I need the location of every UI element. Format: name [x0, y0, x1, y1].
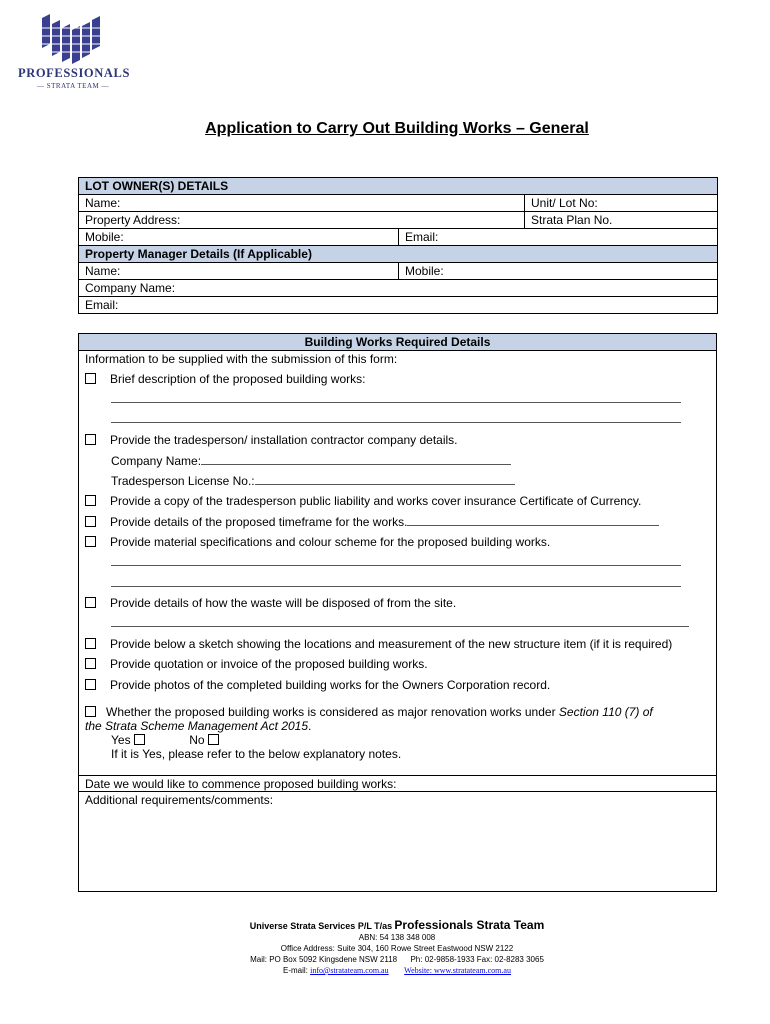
owner-details-header: LOT OWNER(S) DETAILS [79, 178, 718, 195]
pm-mobile-field[interactable]: Mobile: [399, 263, 718, 280]
answer-line[interactable] [111, 626, 689, 627]
list-item: Brief description of the proposed building works: [85, 372, 365, 386]
list-item: Provide below a sketch showing the locations and measurement of the new structure item (if it is required) [85, 637, 672, 651]
footer-mail: Mail: PO Box 5092 Kingsdene NSW 2118 [250, 955, 398, 964]
checkbox-icon[interactable] [85, 597, 96, 608]
checkbox-icon[interactable] [85, 516, 96, 527]
owner-name-field[interactable]: Name: [79, 195, 525, 212]
building-works-table [78, 333, 717, 367]
footer [0, 920, 770, 976]
answer-line[interactable] [111, 565, 681, 566]
contractor-company-name: Company Name: [111, 454, 511, 468]
timeframe-line[interactable] [407, 515, 659, 526]
footer-email-link[interactable]: info@stratateam.com.au [310, 966, 389, 975]
renovation-question: Whether the proposed building works is considered as major renovation works under Section 110 (7) of [85, 705, 653, 719]
list-item: Provide quotation or invoice of the proposed building works. [85, 657, 428, 671]
list-item: Provide photos of the completed building works for the Owners Corporation record. [85, 678, 550, 692]
checkbox-icon[interactable] [85, 658, 96, 669]
pm-name-field[interactable]: Name: [79, 263, 399, 280]
list-item: Provide details of the proposed timeframe for the works. [85, 515, 659, 529]
yes-option[interactable]: Yes [111, 733, 145, 747]
strata-plan-field[interactable]: Strata Plan No. [525, 212, 718, 229]
answer-line[interactable] [111, 402, 681, 403]
company-name-line[interactable] [201, 454, 511, 465]
list-item: Provide details of how the waste will be disposed of from the site. [85, 596, 456, 610]
footer-email-label: E-mail: [283, 966, 308, 975]
property-address-field[interactable]: Property Address: [79, 212, 525, 229]
brand-name: PROFESSIONALS [18, 66, 130, 80]
yes-no-options [111, 733, 219, 747]
property-manager-header: Property Manager Details (If Applicable) [79, 246, 718, 263]
checkbox-icon[interactable] [85, 679, 96, 690]
owner-details-table [78, 177, 718, 314]
license-line[interactable] [255, 474, 515, 485]
company-name-field[interactable]: Company Name: [79, 280, 718, 297]
no-option[interactable]: No [189, 733, 218, 747]
footer-phone: Ph: 02-9858-1933 Fax: 02-8283 3065 [410, 955, 544, 964]
list-item: Provide material specifications and colour scheme for the proposed building works. [85, 535, 550, 549]
footer-office: Office Address: Suite 304, 160 Rowe Street Eastwood NSW 2122 [280, 944, 514, 953]
logo-mark-icon [40, 14, 106, 64]
checkbox-icon[interactable] [85, 706, 96, 717]
company-logo [18, 14, 128, 94]
comments-field[interactable]: Additional requirements/comments: [78, 791, 717, 892]
answer-line[interactable] [111, 422, 681, 423]
checkbox-icon[interactable] [85, 434, 96, 445]
footer-company-prefix: Universe Strata Services P/L T/as [249, 921, 393, 931]
checkbox-icon[interactable] [85, 638, 96, 649]
building-works-header: Building Works Required Details [79, 334, 717, 351]
act-reference: the Strata Scheme Management Act 2015. [85, 719, 312, 733]
no-checkbox-icon[interactable] [208, 734, 219, 745]
checkbox-icon[interactable] [85, 373, 96, 384]
checkbox-icon[interactable] [85, 536, 96, 547]
works-intro: Information to be supplied with the submission of this form: [79, 351, 717, 368]
footer-company-name: Professionals Strata Team [394, 918, 545, 932]
footer-website-link[interactable]: Website: www.stratateam.com.au [404, 966, 511, 975]
commence-date-field[interactable]: Date we would like to commence proposed building works: [78, 775, 717, 792]
owner-mobile-field[interactable]: Mobile: [79, 229, 399, 246]
checkbox-icon[interactable] [85, 495, 96, 506]
list-item: Provide the tradesperson/ installation contractor company details. [85, 433, 458, 447]
footer-abn: ABN: 54 138 348 008 [358, 933, 436, 942]
page-title: Application to Carry Out Building Works – General [205, 120, 589, 137]
owner-email-field[interactable]: Email: [399, 229, 718, 246]
pm-email-field[interactable]: Email: [79, 297, 718, 314]
unit-lot-field[interactable]: Unit/ Lot No: [525, 195, 718, 212]
explanatory-note: If it is Yes, please refer to the below explanatory notes. [111, 747, 402, 761]
brand-subtitle: — STRATA TEAM — [37, 82, 109, 90]
requirements-list [78, 367, 717, 775]
tradesperson-license: Tradesperson License No.: [111, 474, 515, 488]
answer-line[interactable] [111, 586, 681, 587]
list-item: Provide a copy of the tradesperson public liability and works cover insurance Certificate of Currency. [85, 494, 641, 508]
yes-checkbox-icon[interactable] [134, 734, 145, 745]
